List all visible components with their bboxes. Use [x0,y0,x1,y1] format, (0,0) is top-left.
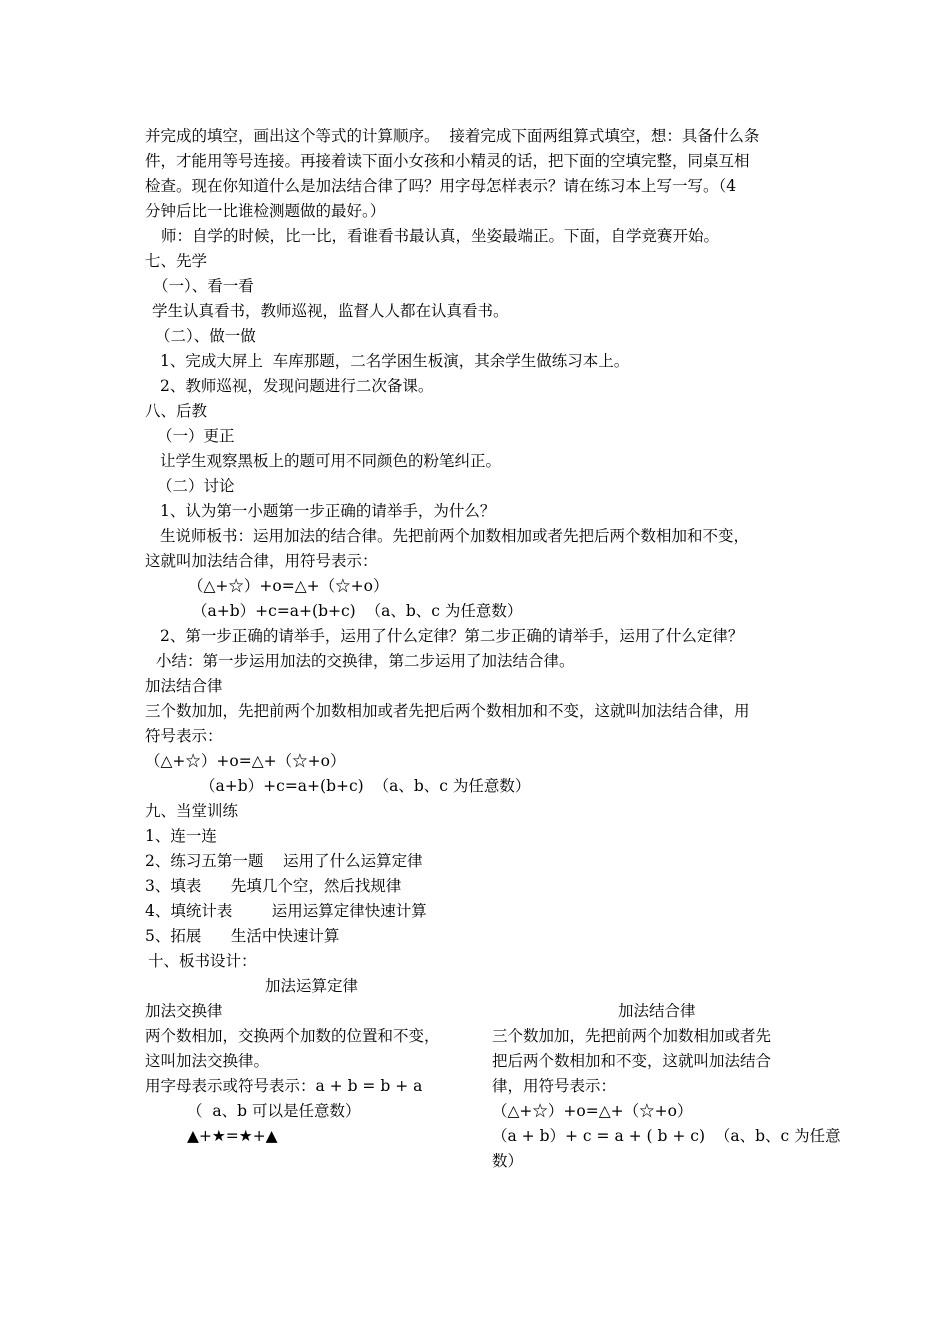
intro-line-4: 分钟后比一比谁检测题做的最好。） [145,202,386,220]
section-9-item-4: 4、填统计表 运用运算定律快速计算 [145,902,427,920]
board-title: 加法运算定律 [265,977,359,995]
section-9-item-2: 2、练习五第一题 运用了什么运算定律 [145,852,423,870]
assoc-law-line-1: 三个数加加，先把前两个加数相加或者先把后两个数相加和不变，这就叫加法结合律，用 [145,702,750,720]
section-9-heading: 九、当堂训练 [145,802,239,820]
section-8-heading: 八、后教 [145,402,208,420]
section-7-sub-a: （一）、看一看 [153,277,254,295]
section-8-sub-a-text: 让学生观察黑板上的题可用不同颜色的粉笔纠正。 [160,452,502,470]
section-7-sub-a-text: 学生认真看书，教师巡视，监督人人都在认真看书。 [152,302,509,320]
board-left-line-3: 用字母表示或符号表示：a + b = b + a [145,1077,423,1095]
board-right-line-4: （△+☆）+o=△+（☆+o） [492,1102,693,1120]
section-9-item-1: 1、连一连 [145,827,217,845]
section-10-heading: 十、板书设计： [148,952,257,970]
section-7-sub-b: （二）、做一做 [155,327,256,345]
section-9-item-3: 3、填表 先填几个空，然后找规律 [145,877,402,895]
board-left-line-5: ▲+★=★+▲ [187,1127,278,1145]
board-left-title: 加法交换律 [145,1002,223,1020]
board-right-title: 加法结合律 [618,1002,696,1020]
section-8-sub-a: （一）更正 [157,427,235,445]
intro-line-5: 师：自学的时候，比一比，看谁看书最认真，坐姿最端正。下面，自学竞赛开始。 [161,227,720,245]
board-left-line-4: （ a、b 可以是任意数） [187,1102,361,1120]
section-8-question-2: 2、第一步正确的请举手，运用了什么定律？第二步正确的请举手，运用了什么定律？ [160,627,744,645]
assoc-law-line-2: 符号表示： [145,727,223,745]
section-7-item-1: 1、完成大屏上 车库那题，二名学困生板演，其余学生做练习本上。 [160,352,630,370]
intro-line-1: 并完成的填空，画出这个等式的计算顺序。 接着完成下面两组算式填空，想：具备什么条 [145,127,760,145]
board-right-line-3: 律，用符号表示： [492,1077,617,1095]
board-right-line-5: （a + b）+ c = a + ( b + c) （a、b、c 为任意 [492,1127,841,1145]
section-8-question-1: 1、认为第一小题第一步正确的请举手，为什么？ [160,502,496,520]
assoc-law-formula-1: （△+☆）+o=△+（☆+o） [145,752,346,770]
section-9-item-5: 5、拓展 生活中快速计算 [145,927,340,945]
intro-line-2: 件，才能用等号连接。再接着读下面小女孩和小精灵的话，把下面的空填完整，同桌互相 [145,152,750,170]
section-7-item-2: 2、教师巡视，发现问题进行二次备课。 [160,377,434,395]
section-8-text-2: 这就叫加法结合律，用符号表示： [145,552,378,570]
intro-line-3: 检查。现在你知道什么是加法结合律了吗？用字母怎样表示？请在练习本上写一写。（4 [145,177,737,195]
section-8-text-1: 生说师板书：运用加法的结合律。先把前两个加数相加或者先把后两个数相加和不变， [160,527,750,545]
assoc-law-heading: 加法结合律 [145,677,223,695]
board-left-line-2: 这叫加法交换律。 [145,1052,270,1070]
board-left-line-1: 两个数相加，交换两个加数的位置和不变， [145,1027,440,1045]
section-7-heading: 七、先学 [145,252,208,270]
board-right-line-2: 把后两个数相加和不变，这就叫加法结合 [492,1052,772,1070]
section-8-formula-1: （△+☆）+o=△+（☆+o） [188,577,389,595]
board-right-line-1: 三个数加加，先把前两个加数相加或者先 [492,1027,772,1045]
assoc-law-formula-2: （a+b）+c=a+(b+c) （a、b、c 为任意数） [200,777,531,795]
section-8-formula-2: （a+b）+c=a+(b+c) （a、b、c 为任意数） [192,602,523,620]
section-8-sub-b: （二）讨论 [157,477,235,495]
section-8-summary: 小结：第一步运用加法的交换律，第二步运用了加法结合律。 [156,652,575,670]
board-right-line-6: 数） [492,1152,524,1170]
